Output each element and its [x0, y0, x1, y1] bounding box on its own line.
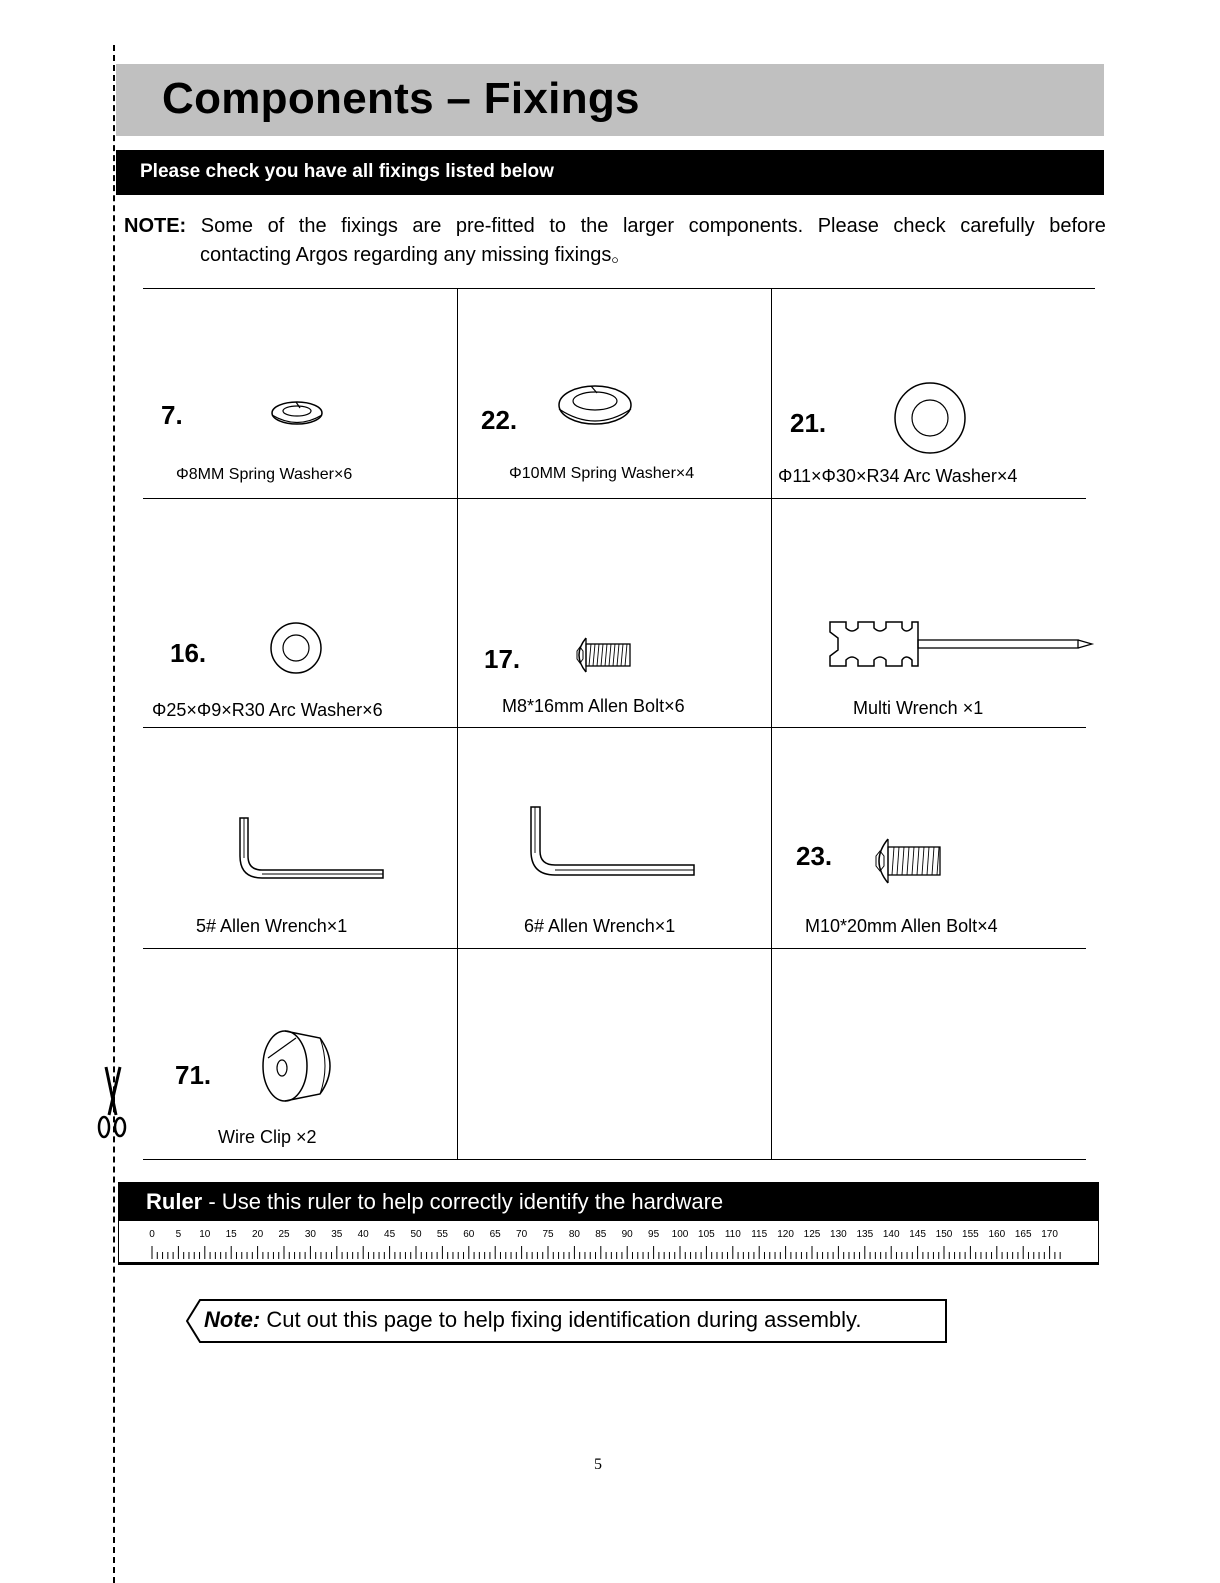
ruler-label: 160	[988, 1229, 1006, 1240]
item-label: 5# Allen Wrench×1	[196, 916, 348, 936]
note-word: the	[298, 215, 327, 237]
cut-note-label: Note:	[204, 1307, 261, 1332]
item-number: 16.	[170, 638, 207, 668]
note-word: the	[580, 215, 609, 237]
item-number: 17.	[484, 644, 521, 674]
note-word: Please	[817, 215, 879, 237]
ruler-heading-bold: Ruler	[146, 1189, 203, 1214]
item-label: M10*20mm Allen Bolt×4	[805, 916, 998, 936]
item-number: 71.	[175, 1060, 212, 1090]
ruler-label: 170	[1041, 1229, 1058, 1240]
note-line-1	[124, 212, 1106, 241]
spring-washer-icon	[270, 400, 325, 430]
ruler-heading-bar	[118, 1182, 1099, 1220]
arc-washer-icon	[892, 382, 968, 454]
ruler-label: 95	[648, 1229, 660, 1240]
grid-line	[143, 498, 1086, 499]
note-label: NOTE:	[124, 215, 187, 237]
ruler-label: 130	[830, 1229, 847, 1240]
ruler-scale	[119, 1221, 1098, 1262]
ruler-label: 150	[935, 1229, 953, 1240]
spring-washer-icon	[557, 383, 635, 433]
ruler-label: 105	[698, 1229, 715, 1240]
ruler-label: 70	[516, 1229, 528, 1240]
ruler-label: 75	[542, 1229, 554, 1240]
allen-bolt-icon	[572, 636, 632, 674]
note-word: components.	[688, 215, 804, 237]
ruler-label: 135	[856, 1229, 874, 1240]
item-label: Φ10MM Spring Washer×4	[509, 465, 695, 482]
note	[124, 212, 1106, 270]
ruler-label: 40	[357, 1229, 369, 1240]
note-word: before	[1049, 215, 1106, 237]
cut-note	[186, 1299, 946, 1341]
item-label: Φ8MM Spring Washer×6	[176, 466, 353, 483]
note-word: of	[267, 215, 285, 237]
note-word: to	[549, 215, 567, 237]
ruler-label: 100	[671, 1229, 689, 1240]
item-label: Φ11×Φ30×R34 Arc Washer×4	[778, 466, 1018, 486]
allen-bolt-icon	[870, 837, 944, 885]
item-number: 22.	[481, 405, 518, 435]
ruler-label: 25	[278, 1229, 290, 1240]
multi-wrench-icon	[826, 616, 1094, 672]
ruler-label: 125	[803, 1229, 821, 1240]
subtitle: Please check you have all fixings listed below	[140, 161, 554, 182]
grid-line	[457, 288, 458, 1159]
allen-wrench-icon	[529, 805, 697, 879]
ruler-label: 80	[568, 1229, 580, 1240]
cut-line	[113, 45, 115, 1583]
ruler-label: 35	[331, 1229, 343, 1240]
ruler-label: 120	[777, 1229, 794, 1240]
ruler-heading-text: - Use this ruler to help correctly identify the hardware	[202, 1189, 724, 1214]
ruler-label: 50	[410, 1229, 422, 1240]
note-word: pre-fitted	[455, 215, 535, 237]
ruler-label: 110	[724, 1229, 741, 1240]
ruler-label: 10	[199, 1229, 211, 1240]
item-label: Φ25×Φ9×R30 Arc Washer×6	[152, 700, 383, 720]
note-word: larger	[622, 215, 675, 237]
allen-wrench-icon	[238, 816, 386, 882]
ruler-label: 30	[304, 1229, 316, 1240]
ruler-label: 5	[175, 1229, 182, 1240]
ruler-label: 165	[1014, 1229, 1032, 1240]
title-bar	[116, 64, 1104, 136]
item-label: M8*16mm Allen Bolt×6	[502, 696, 685, 716]
item-label: Wire Clip ×2	[218, 1127, 317, 1147]
grid-line	[771, 288, 772, 1159]
page-number: 5	[594, 1456, 602, 1473]
note-word: check	[893, 215, 946, 237]
note-line-2: contacting Argos regarding any missing fixings。	[200, 244, 632, 266]
ruler-label: 155	[962, 1229, 979, 1240]
ruler-label: 65	[489, 1229, 501, 1240]
item-label: Multi Wrench ×1	[853, 698, 984, 718]
ruler-label: 20	[252, 1229, 264, 1240]
ruler-label: 140	[882, 1229, 900, 1240]
item-number: 21.	[790, 408, 827, 438]
ruler-label: 145	[909, 1229, 926, 1240]
note-word: fixings	[341, 215, 398, 237]
scissors-icon	[92, 1065, 132, 1140]
cut-note-body: Cut out this page to help fixing identification during assembly.	[260, 1307, 862, 1332]
grid-line	[143, 948, 1086, 949]
page-title: Components – Fixings	[162, 74, 640, 123]
ruler-label: 115	[751, 1229, 768, 1240]
note-word: carefully	[960, 215, 1035, 237]
grid-line	[143, 727, 1086, 728]
wire-clip-icon	[260, 1028, 342, 1104]
ruler-label: 90	[621, 1229, 633, 1240]
ruler	[118, 1220, 1099, 1265]
item-number: 7.	[161, 400, 183, 430]
grid-line	[143, 288, 1095, 289]
ruler-label: 85	[595, 1229, 607, 1240]
ruler-label: 60	[463, 1229, 475, 1240]
ruler-label: 0	[149, 1229, 155, 1240]
ruler-label: 45	[384, 1229, 396, 1240]
arc-washer-icon	[270, 622, 322, 674]
note-word: are	[412, 215, 442, 237]
item-number: 23.	[796, 841, 833, 871]
note-word: Some	[200, 215, 254, 237]
grid-line	[143, 1159, 1086, 1160]
subtitle-bar	[116, 150, 1104, 195]
item-label: 6# Allen Wrench×1	[524, 916, 676, 936]
ruler-heading	[146, 1189, 723, 1215]
ruler-label: 55	[436, 1229, 448, 1240]
cut-note-text	[204, 1307, 862, 1333]
ruler-label: 15	[225, 1229, 237, 1240]
